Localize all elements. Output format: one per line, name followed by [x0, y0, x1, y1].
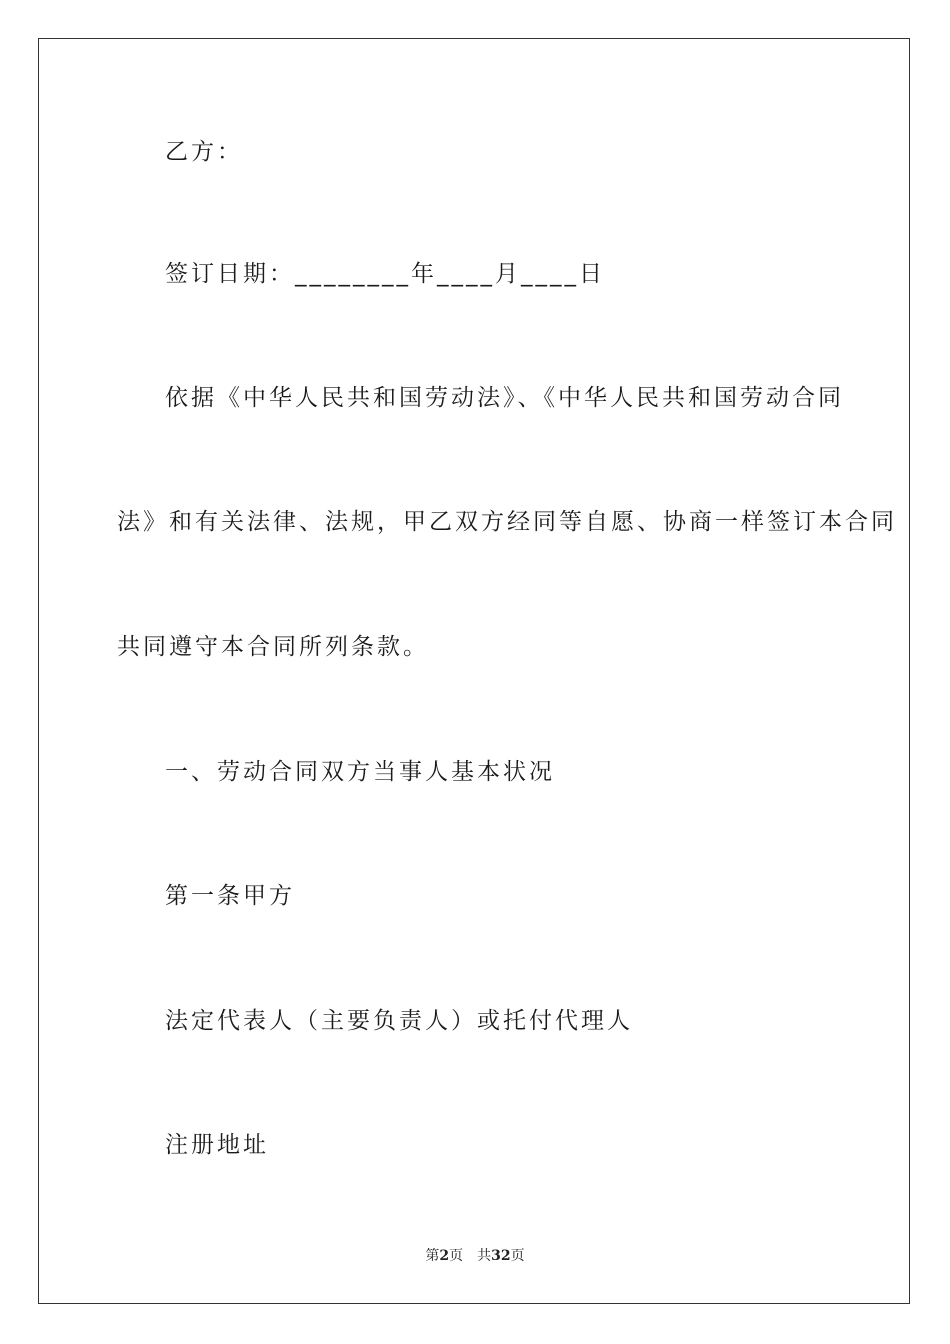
- legal-representative-field: 法定代表人（主要负责人）或托付代理人: [165, 1008, 633, 1034]
- party-b-label: 乙方：: [165, 139, 243, 165]
- signing-date-line: 签订日期：________年____月____日: [165, 261, 605, 287]
- paragraph-basis-line-2: 法》和有关法律、法规，甲乙双方经同等自愿、协商一样签订本合同: [117, 509, 897, 535]
- total-page-number: 32: [491, 1248, 511, 1264]
- footer-suffix: 页: [510, 1248, 525, 1264]
- registered-address-field: 注册地址: [165, 1132, 269, 1158]
- page-number-footer: [0, 1246, 950, 1266]
- paragraph-basis-line-3: 共同遵守本合同所列条款。: [117, 634, 429, 660]
- article-1-party-a: 第一条甲方: [165, 883, 295, 909]
- section-heading-1: 一、劳动合同双方当事人基本状况: [165, 759, 555, 785]
- footer-prefix: 第: [425, 1248, 440, 1264]
- footer-middle: 页 共: [449, 1248, 492, 1264]
- page-border: [38, 38, 910, 1304]
- current-page-number: 2: [439, 1248, 450, 1264]
- paragraph-basis-line-1: 依据《中华人民共和国劳动法》、《中华人民共和国劳动合同: [165, 385, 844, 411]
